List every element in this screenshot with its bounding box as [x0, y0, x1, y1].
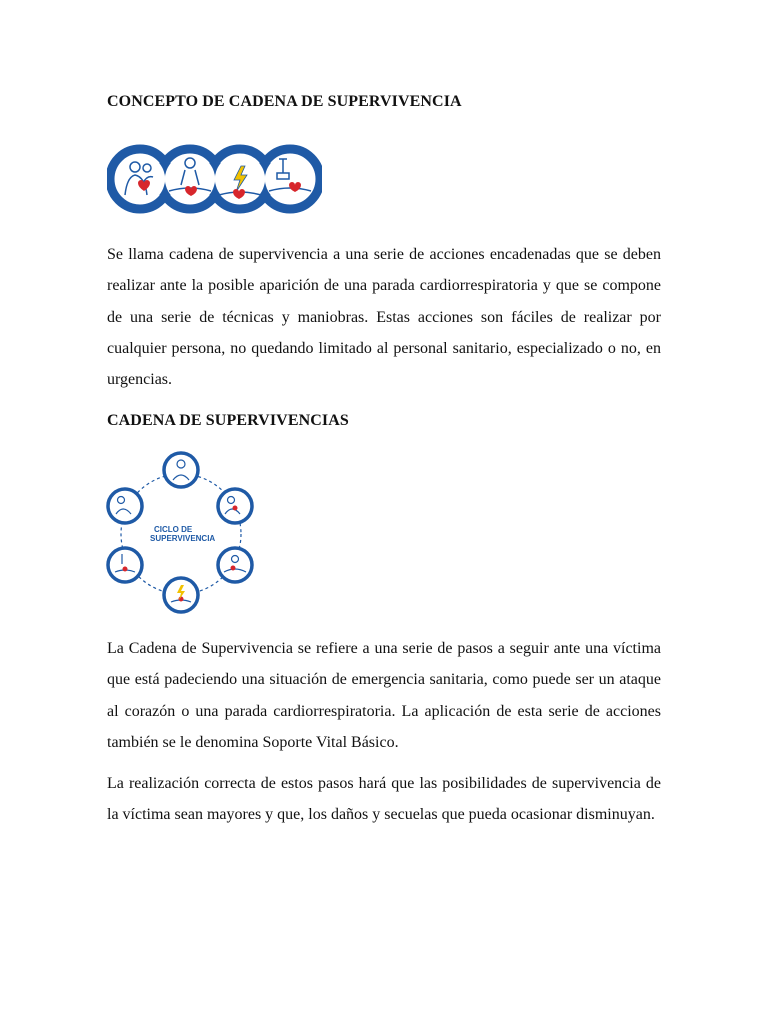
chain-of-survival-figure [107, 133, 322, 225]
cycle-label-line2: SUPERVIVENCIA [150, 534, 216, 543]
heading-cadena: CADENA DE SUPERVIVENCIAS [107, 412, 349, 429]
heading-concepto: CONCEPTO DE CADENA DE SUPERVIVENCIA [107, 93, 462, 110]
survival-cycle-figure [104, 448, 258, 618]
paragraph-definicion: Se llama cadena de supervivencia a una serie de acciones encadenadas que se deben realizar ante la posible aparición de una parada cardiorrespiratoria y que se compone de una serie de técnicas y maniobras. Estas acciones son fáciles de realizar por cualquier persona, no quedando limitado al personal sanitario, especializado o no, en urgencias. [107, 246, 661, 389]
paragraph-realizacion: La realización correcta de estos pasos hará que las posibilidades de supervivencia de la víctima sean mayores y que, los daños y secuelas que pueda ocasionar disminuyan. [107, 775, 661, 824]
paragraph-cadena: La Cadena de Supervivencia se refiere a una serie de pasos a seguir ante una víctima que está padeciendo una situación de emergencia sanitaria, como puede ser un ataque al corazón o una parada cardiorrespiratoria. La aplicación de esta serie de acciones también se le denomina Soporte Vital Básico. [107, 640, 661, 751]
cycle-label-line1: CICLO DE [154, 525, 193, 534]
